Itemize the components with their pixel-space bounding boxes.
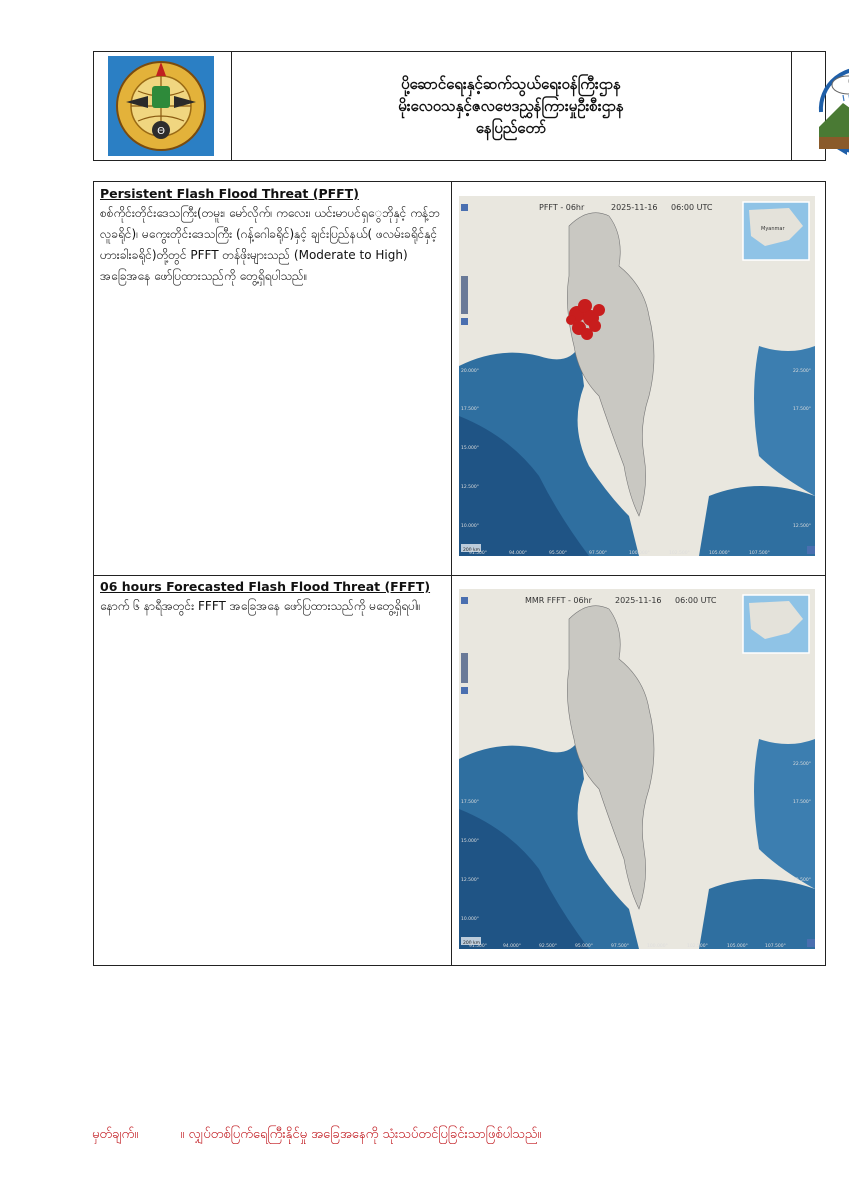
ffft-lon-label: 105.000° xyxy=(727,944,748,949)
ffft-lon-label: 94.000° xyxy=(503,944,521,949)
pfft-lat-label: 15.000° xyxy=(461,446,479,451)
pfft-inset-label: Myanmar xyxy=(761,226,785,232)
pfft-map-date: 2025-11-16 xyxy=(611,203,658,212)
water-cycle-logo xyxy=(803,57,849,157)
ffft-map xyxy=(459,589,815,949)
pfft-map-cell xyxy=(452,182,825,575)
header-right-cell xyxy=(791,52,825,160)
pfft-lon-label: 102.500° xyxy=(669,551,690,556)
ffft-lat-label: 10.000° xyxy=(461,917,479,922)
pfft-lat-label-right: 22.500° xyxy=(793,369,811,374)
pfft-lon-label: 97.500° xyxy=(589,551,607,556)
pfft-lat-label: 17.500° xyxy=(461,407,479,412)
pfft-text-cell xyxy=(94,182,452,575)
pfft-lon-label: 91.500° xyxy=(469,551,487,556)
pfft-map-title: PFFT - 06hr xyxy=(539,203,585,212)
pfft-lon-label: 95.500° xyxy=(549,551,567,556)
ffft-zoom-slider[interactable] xyxy=(461,653,468,683)
footer-note-label: မှတ်ချက်။ xyxy=(92,1127,139,1142)
ffft-map-date: 2025-11-16 xyxy=(615,596,662,605)
ffft-lon-label: 95.000° xyxy=(575,944,593,949)
ffft-map-time: 06:00 UTC xyxy=(675,596,717,605)
ffft-lon-label: 102.500° xyxy=(687,944,708,949)
ffft-lat-label-right: 22.500° xyxy=(793,762,811,767)
ffft-row xyxy=(94,575,825,965)
pfft-lat-label-right: 17.500° xyxy=(793,407,811,412)
pfft-lon-label: 94.000° xyxy=(509,551,527,556)
ffft-lon-label: 91.500° xyxy=(469,944,487,949)
ffft-lon-label: 97.500° xyxy=(611,944,629,949)
ffft-lon-label: 107.500° xyxy=(765,944,786,949)
ffft-map-cell xyxy=(452,575,825,965)
header-title-cell xyxy=(231,52,792,160)
footer-note-text: ။ လျှပ်တစ်ပြက်ရေကြီးနိုင်မှု အခြေအနေကို သုံးသပ်တင်ပြခြင်းသာဖြစ်ပါသည်။ xyxy=(180,1127,542,1142)
ffft-lat-label-right: 17.500° xyxy=(793,800,811,805)
ffft-lat-label: 17.500° xyxy=(461,800,479,805)
ffft-scale-bar: 200 km xyxy=(463,941,481,946)
pfft-lat-label: 10.000° xyxy=(461,524,479,529)
ffft-description: နောက် ၆ နာရီအတွင်း FFFT အခြေအနေ ဖော်ပြထားသည်ကို မတွေ့ရှိရပါ။ xyxy=(100,599,421,613)
pfft-info-button[interactable] xyxy=(807,546,815,554)
ffft-map-title: MMR FFFT - 06hr xyxy=(525,596,592,605)
pfft-map xyxy=(459,196,815,556)
pfft-lat-label-right: 12.500° xyxy=(793,524,811,529)
pfft-zoom-slider[interactable] xyxy=(461,276,468,314)
pfft-lon-label: 100.000° xyxy=(629,551,650,556)
pfft-lat-label: 12.500° xyxy=(461,485,479,490)
pfft-scale-bar: 200 km xyxy=(463,548,481,553)
ffft-lon-label: 100.000° xyxy=(647,944,668,949)
ffft-title: 06 hours Forecasted Flash Flood Threat (FFFT) xyxy=(100,579,431,594)
ffft-lon-label: 92.500° xyxy=(539,944,557,949)
footer-note xyxy=(92,1126,541,1145)
ffft-lat-label: 12.500° xyxy=(461,878,479,883)
pfft-map-time: 06:00 UTC xyxy=(671,203,713,212)
pfft-lon-label: 105.000° xyxy=(709,551,730,556)
pfft-zoom-in-button[interactable] xyxy=(461,204,468,211)
header-left-cell xyxy=(94,52,232,160)
city-name: နေပြည်တော် xyxy=(475,119,547,137)
ffft-lat-label-right: 12.500° xyxy=(793,878,811,883)
pfft-row xyxy=(94,182,825,576)
ffft-zoom-in-button[interactable] xyxy=(461,597,468,604)
ffft-lat-label: 15.000° xyxy=(461,839,479,844)
pfft-title: Persistent Flash Flood Threat (PFFT) xyxy=(100,186,359,201)
ministry-name: ပို့ဆောင်ရေးနှင့်ဆက်သွယ်ရေးဝန်ကြီးဌာန xyxy=(401,75,621,93)
pfft-lat-label: 20.000° xyxy=(461,369,479,374)
flood-threat-table xyxy=(93,181,826,966)
svg-text:Θ: Θ xyxy=(157,126,165,137)
department-name: မိုးလေဝသနှင့်ဇလဗေဒညွှန်ကြားမှုဦးစီးဌာန xyxy=(398,97,624,115)
pfft-description: စစ်ကိုင်းတိုင်းဒေသကြီး(တမူး၊ မော်လိုက်၊ ကလေး၊ ယင်းမာပင်ရှွေဘိုနှင့် ကန့်ဘလူခရိုင်)၊ မကွေးတိုင်းဒေသကြီး (ဂန့်ဂေါခရိုင်)နှင့် ချင်းပြည်နယ်( ဖလမ်းခရိုင်နှင့် ဟားခါးခရိုင်)တို့တွင် PFFT တန်ဖိုးများသည် (Moderate to High) အခြေအနေ ဖော်ပြထားသည်ကို တွေ့ရှိရပါသည်။ xyxy=(100,206,440,283)
pfft-lon-label: 107.500° xyxy=(749,551,770,556)
ffft-info-button[interactable] xyxy=(807,939,815,947)
header-table xyxy=(93,51,826,161)
dmh-emblem-logo xyxy=(108,56,214,156)
ffft-text-cell xyxy=(94,575,452,965)
pfft-zoom-out-button[interactable] xyxy=(461,318,468,325)
ffft-zoom-out-button[interactable] xyxy=(461,687,468,694)
